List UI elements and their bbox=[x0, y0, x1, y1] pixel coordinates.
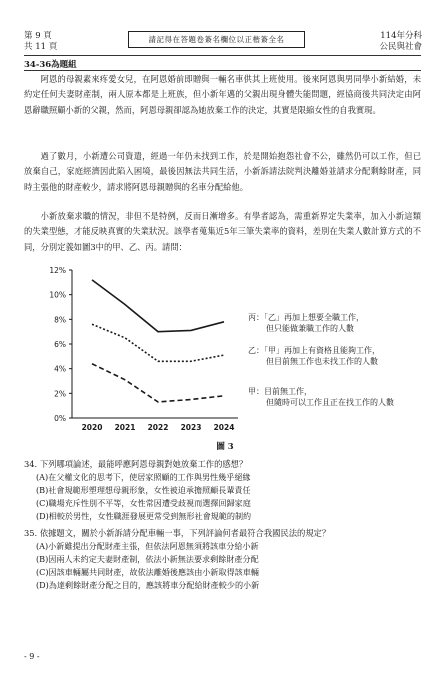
chart-series-labels bbox=[248, 312, 394, 407]
question-35-option-c[interactable]: (C)因該車輛屬共同財產，故依法離婚後應該由小新取得該車輛 bbox=[36, 567, 259, 577]
x-tick-label: 2022 bbox=[147, 423, 169, 432]
group-rule bbox=[24, 70, 421, 71]
series-label-line: 但目前無工作也未找工作的人數 bbox=[266, 357, 378, 367]
x-tick-label: 2024 bbox=[213, 423, 235, 432]
x-tick-label: 2020 bbox=[81, 423, 103, 432]
chart-axes bbox=[49, 266, 238, 432]
series-label-1 bbox=[248, 345, 380, 366]
series-label-line: 乙：「甲」再加上有資格且能夠工作， bbox=[248, 346, 380, 356]
series-line-2 bbox=[92, 364, 224, 402]
question-35-option-d[interactable]: (D)為達剩餘財產分配之目的，應該將車分配給財產較少的小新 bbox=[36, 580, 260, 590]
series-label-line: 丙：「乙」再加上想要全職工作， bbox=[248, 312, 364, 322]
question-34-option-b[interactable]: (B)社會規範形塑理想母親形象，女性被迫承擔照顧長輩責任 bbox=[36, 485, 251, 495]
y-tick-label: 10% bbox=[49, 290, 66, 300]
y-tick-label: 8% bbox=[54, 315, 66, 325]
question-35-option-a[interactable]: (A)小新雖提出分配財產主張，但依法阿恩無須將該車分給小新 bbox=[36, 541, 259, 551]
y-tick-label: 6% bbox=[54, 340, 66, 349]
series-line-1 bbox=[92, 324, 224, 361]
figure-caption: 圖 3 bbox=[216, 442, 234, 452]
series-label-0 bbox=[248, 312, 364, 333]
question-35-option-b[interactable]: (B)因兩人未約定夫妻財產制，依法小新無法要求剩餘財產分配 bbox=[36, 554, 259, 564]
y-tick-label: 0% bbox=[54, 414, 66, 423]
exam-subject: 公民與社會 bbox=[379, 42, 422, 52]
series-label-line: 但隨時可以工作且正在找工作的人數 bbox=[266, 397, 394, 407]
chart-series bbox=[92, 280, 224, 402]
y-tick-label: 2% bbox=[54, 389, 66, 399]
header-rule bbox=[24, 55, 421, 56]
signature-notice: 請記得在答題卷簽名欄位以正楷簽全名 bbox=[128, 31, 305, 48]
y-tick-label: 12% bbox=[49, 266, 66, 275]
exam-year-subject: 114年分科 bbox=[380, 31, 422, 41]
question-34-option-d[interactable]: (D)相較於男性，女性職涯發展更常受到無形社會規範的制約 bbox=[36, 511, 252, 521]
question-35-stem: 35. 依據題文，關於小新訴請分配車輛一事，下列評論何者最符合我國民法的規定？ bbox=[24, 528, 331, 538]
unemployment-line-chart bbox=[40, 258, 425, 438]
x-tick-label: 2021 bbox=[114, 423, 136, 432]
paragraph-1: 阿恩的母親素來疼愛女兒，在阿恩婚前即贈與一輛名車供其上班使用。後來阿恩與男同學小新結婚，未約定任何夫妻財產制，兩人原本都是上班族，但小新年邁的父親出現身體失能問題，經協商後共同決定由阿恩辭職照顧小新的父親，然而，阿恩母親卻認為她放棄工作的決定，其實是限縮女性的自我實現。 bbox=[24, 74, 421, 115]
y-tick-label: 4% bbox=[54, 364, 66, 374]
series-label-2 bbox=[248, 386, 394, 407]
series-label-line: 甲：目前無工作， bbox=[248, 386, 312, 396]
question-34-option-a[interactable]: (A)在父權文化的思考下，使居家照顧的工作與男性幾乎絕緣 bbox=[36, 472, 251, 482]
x-tick-label: 2023 bbox=[180, 423, 202, 432]
question-group-title: 34-36為題組 bbox=[24, 60, 77, 70]
series-label-line: 但只能做兼職工作的人數 bbox=[266, 323, 354, 333]
page-footer: - 9 - bbox=[24, 652, 40, 661]
page-number: 第 9 頁 bbox=[24, 31, 52, 41]
series-line-0 bbox=[92, 280, 224, 332]
page-total: 共 11 頁 bbox=[24, 42, 58, 52]
question-34-stem: 34. 下列哪項論述，最能呼應阿恩母親對她放棄工作的感想？ bbox=[24, 459, 248, 469]
paragraph-2: 過了數月，小新遭公司資遣，經過一年仍未找到工作，於是開始抱怨社會不公，雖然仍可以工作，但已放棄自己，家庭經濟因此陷入困境，最後因無法共同生活，小新訴請法院判決離婚並請求分配剩餘財產，同時主張他的財產較少，請求將阿恩母親贈與的名車分配給他。 bbox=[24, 151, 421, 192]
question-34-option-c[interactable]: (C)職場充斥性別不平等，女性常因遭受歧視而選擇回歸家庭 bbox=[36, 498, 251, 508]
paragraph-3: 小新放棄求職的情況，非但不是特例，反而日漸增多。有學者認為，需重新界定失業率，加入小新這類的失業型態，才能反映真實的失業狀況。該學者蒐集近5年三筆失業率的資料，差別在失業人數計算方式的不同，分別定義如圖3中的甲、乙、丙。請問： bbox=[24, 211, 421, 252]
